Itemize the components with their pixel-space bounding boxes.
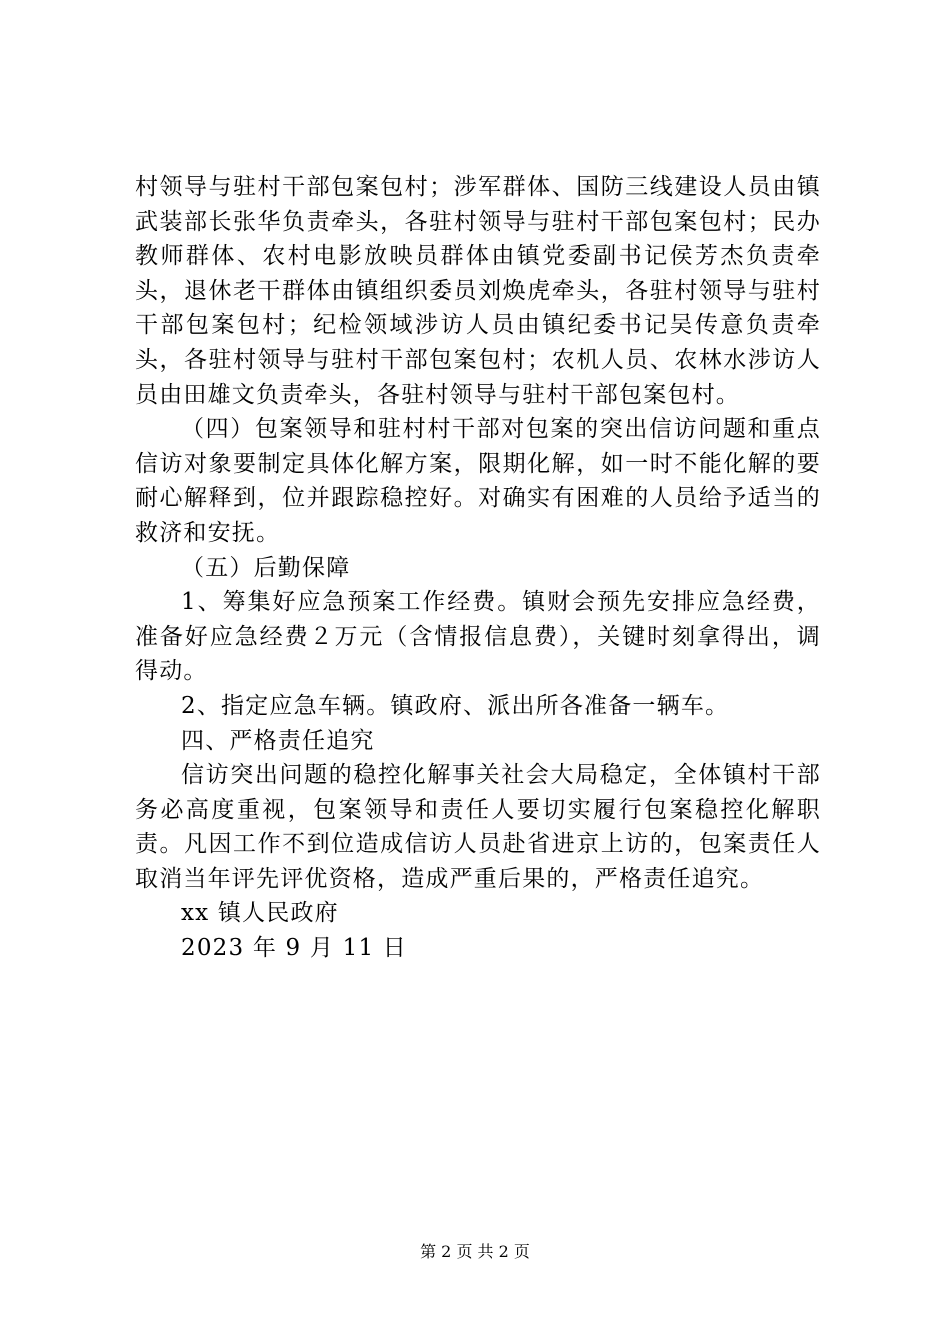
signature-date: 2023 年 9 月 11 日 <box>181 935 407 962</box>
document-body <box>135 170 821 966</box>
paragraph-funding: 1、筹集好应急预案工作经费。镇财会预先安排应急经费，准备好应急经费２万元（含情报信息费），关键时刻拿得出，调得动。 <box>135 589 821 685</box>
paragraph-vehicles: 2、指定应急车辆。镇政府、派出所各准备一辆车。 <box>181 692 730 719</box>
paragraph-accountability: 信访突出问题的稳控化解事关社会大局稳定，全体镇村干部务必高度重视，包案领导和责任人要切实履行包案稳控化解职责。凡因工作不到位造成信访人员赴省进京上访的，包案责任人取消当年评先评优资格，造成严重后果的，严格责任追究。 <box>135 762 821 892</box>
paragraph-section-four-sub: （四）包案领导和驻村村干部对包案的突出信访问题和重点信访对象要制定具体化解方案，限期化解，如一时不能化解的要耐心解释到，位并跟踪稳控好。对确实有困难的人员给予适当的救济和安抚。 <box>135 416 821 546</box>
signature-issuer: xx 镇人民政府 <box>181 900 339 927</box>
paragraph-continuation: 村领导与驻村干部包案包村；涉军群体、国防三线建设人员由镇武装部长张华负责牵头，各驻村领导与驻村干部包案包村；民办教师群体、农村电影放映员群体由镇党委副书记侯芳杰负责牵头，退休老干群体由镇组织委员刘焕虎牵头，各驻村领导与驻村干部包案包村；纪检领域涉访人员由镇纪委书记吴传意负责牵头，各驻村领导与驻村干部包案包村；农机人员、农林水涉访人员由田雄文负责牵头，各驻村领导与驻村干部包案包村。 <box>135 174 821 408</box>
heading-logistics: （五）后勤保障 <box>181 554 351 581</box>
page-number: 第 2 页 共 2 页 <box>420 1242 530 1261</box>
heading-accountability: 四、严格责任追究 <box>181 727 375 754</box>
